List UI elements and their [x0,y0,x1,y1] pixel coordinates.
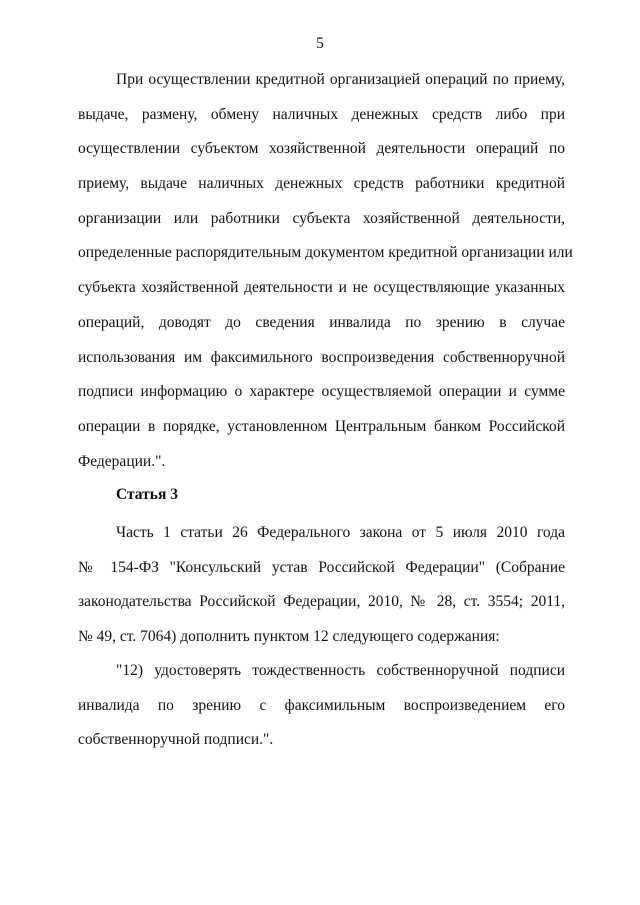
text-line: № 49, ст. 7064) дополнить пунктом 12 следующего содержания: [78,628,500,646]
text-line: операции в порядке, установленном Центральным банком Российской [78,417,565,435]
text-line: При осуществлении кредитной организацией операций по приему, [116,71,565,88]
paragraph-amendment [78,516,565,655]
text-line: выдаче, размену, обмену наличных денежных средств либо при [78,105,565,123]
text-line: "12) удостоверять тождественность собственноручной подписи [116,662,565,679]
text-line: подписи информацию о характере осуществляемой операции и сумме [78,383,565,401]
text-line: приему, выдаче наличных денежных средств работники кредитной [78,175,565,193]
article-heading: Статья 3 [116,486,178,503]
text-line: инвалида по зрению с факсимильным воспроизведением его [78,696,565,714]
text-line: законодательства Российской Федерации, 2010, № 28, ст. 3554; 2011, [78,593,565,611]
text-line: определенные распорядительным документом кредитной организации или [78,244,573,262]
paragraph-consumer-notice [78,63,573,479]
text-line: Федерации.". [78,452,166,470]
text-line: организации или работники субъекта хозяйственной деятельности, [78,209,565,227]
text-line: субъекта хозяйственной деятельности и не осуществляющие указанных [78,279,565,297]
page-number: 5 [316,35,324,52]
text-line: использования им факсимильного воспроизведения собственноручной [78,348,565,366]
text-line: осуществлении субъектом хозяйственной деятельности операций по [78,140,565,158]
paragraph-new-item [78,654,565,758]
text-line: № 154-ФЗ "Консульский устав Российской Федерации" (Собрание [78,558,565,576]
text-line: Часть 1 статьи 26 Федерального закона от 5 июля 2010 года [116,524,565,541]
text-line: собственноручной подписи.". [78,731,274,749]
text-line: операций, доводят до сведения инвалида по зрению в случае [78,313,565,331]
